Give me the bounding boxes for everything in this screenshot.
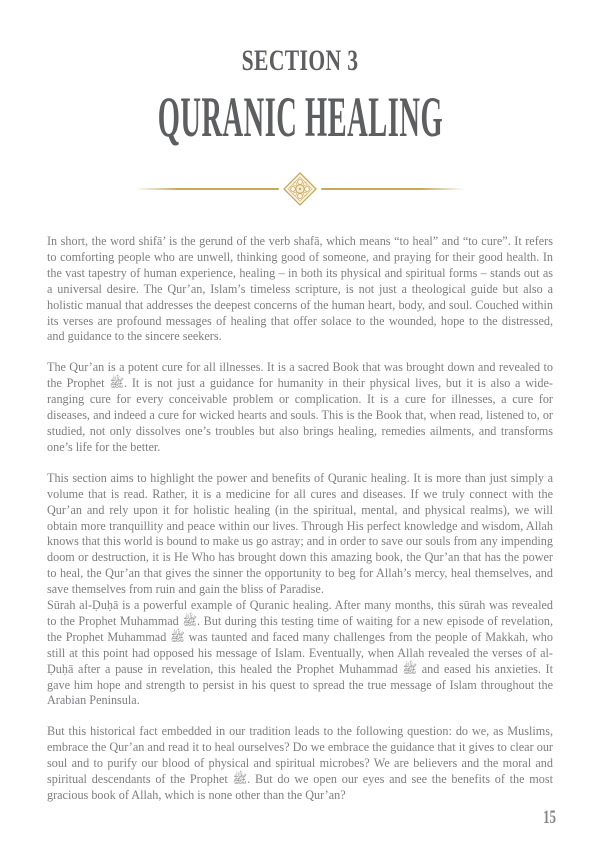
- paragraph: But this historical fact embedded in our tradition leads to the following question: do we, as Muslims, embrace the Qur’an and read it to heal ourselves? Do we embrace the guidance that it gives to clear our soul and to purify our blood of physical and spiritual microbes? We are believers and the moral and spiritual descendants of the Prophet ﷺ. But do we open our eyes and see the benefits of the most gracious book of Allah, which is none other than the Qur’an?: [47, 724, 553, 802]
- ornament-divider: [135, 170, 465, 208]
- diamond-filigree-icon: [281, 170, 319, 208]
- paragraph: This section aims to highlight the power and benefits of Quranic healing. It is more than just simply a volume that is read. Rather, it is a medicine for all cures and diseases. If we truly connect with the Qur’an and rely upon it for holistic healing (in the spiritual, mental, and physical realms), we will obtain more tranquillity and peace within our lives. Through His perfect knowledge and wisdom, Allah knows that this world is bound to make us go astray; and in order to save our souls from any impending doom or destruction, it is He Who has brought down this amazing book, the Qur’an that has the power to heal, the Qur’an that gives the sinner the opportunity to beg for Allah’s mercy, heal themselves, and save themselves from ruin and gain the bliss of Paradise.: [47, 470, 553, 597]
- page-title: QURANIC HEALING: [157, 86, 443, 149]
- paragraph: The Qur’an is a potent cure for all illnesses. It is a sacred Book that was brought down and revealed to the Prophet ﷺ. It is not just a guidance for humanity in their physical lives, but it is also a wide-ranging cure for every conceivable problem or complication. It is a cure for illnesses, a cure for diseases, and indeed a cure for wicked hearts and souls. This is the Book that, when read, listened to, or studied, not only dissolves one’s troubles but also brings healing, remedies ailments, and transforms one’s life for the better.: [47, 360, 553, 454]
- page-number: 15: [543, 807, 556, 828]
- body-text: [47, 234, 553, 804]
- paragraph: Sūrah al-Ḍuḥā is a powerful example of Quranic healing. After many months, this sūrah was revealed to the Prophet Muhammad ﷺ. But during this testing time of waiting for a new episode of revelation, the Prophet Muhammad ﷺ was taunted and faced many challenges from the people of Makkah, who still at this point had opposed his message of Islam. Eventually, when Allah revealed the verses of al-Ḍuḥā after a pause in revelation, this healed the Prophet Muhammad ﷺ and eased his anxieties. It gave him hope and strength to persist in his quest to spread the true message of Islam throughout the Arabian Peninsula.: [47, 598, 553, 708]
- section-label: SECTION 3: [241, 44, 359, 77]
- title-row: [0, 86, 600, 149]
- divider-line-right: [321, 188, 465, 190]
- paragraph: In short, the word shifā’ is the gerund of the verb shafā, which means “to heal” and “to cure”. It refers to comforting people who are unwell, thinking good of someone, and praying for their good health. In the vast tapestry of human experience, healing – in both its physical and spiritual forms – stands out as a universal desire. The Qur’an, Islam’s timeless scripture, is not just a theological guide but also a holistic manual that addresses the deepest concerns of the human heart, body, and soul. Couched within its verses are profound messages of healing that offer solace to the wounded, hope to the distressed, and guidance to the sincere seekers.: [47, 234, 553, 344]
- divider-line-left: [135, 188, 279, 190]
- section-header: [0, 44, 600, 149]
